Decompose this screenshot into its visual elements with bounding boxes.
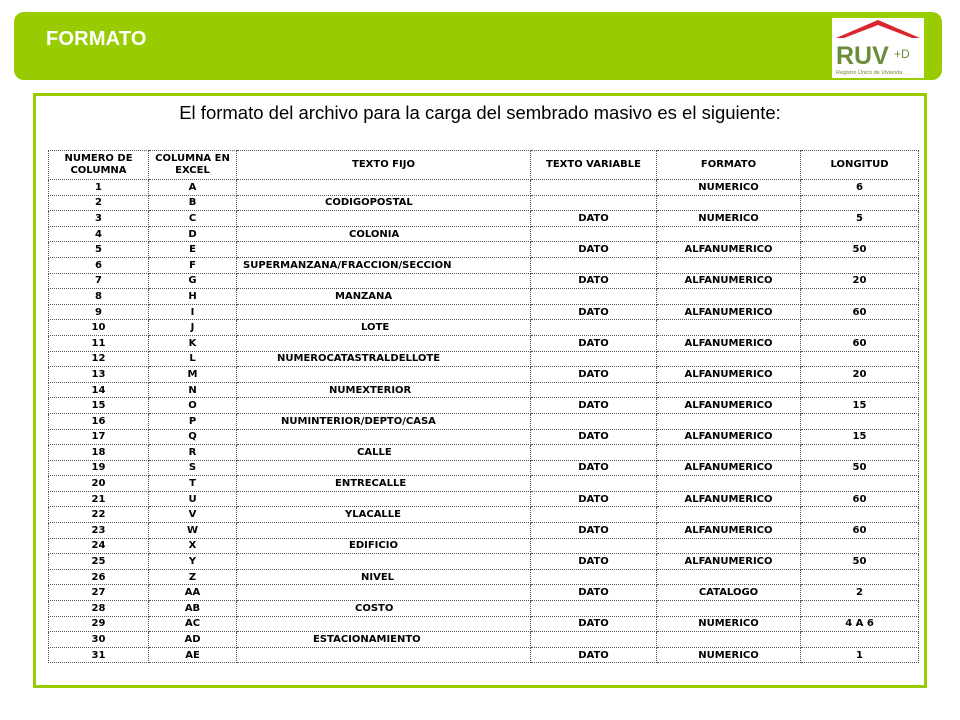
table-row [49, 647, 919, 663]
table-row [49, 226, 919, 242]
table-cell: 15 [49, 398, 149, 414]
table-cell: 25 [49, 554, 149, 570]
table-cell: 16 [49, 413, 149, 429]
table-cell: M [149, 367, 237, 383]
table-cell: 4 A 6 [801, 616, 919, 632]
table-row [49, 601, 919, 617]
logo-brand-text: RUV [836, 42, 889, 70]
table-cell: I [149, 304, 237, 320]
table-cell: DATO [531, 429, 657, 445]
roof-icon [836, 20, 920, 38]
table-cell: NUMERICO [657, 647, 801, 663]
table-cell: L [149, 351, 237, 367]
table-cell [237, 273, 531, 289]
table-row [49, 445, 919, 461]
table-cell [657, 257, 801, 273]
table-cell: 5 [49, 242, 149, 258]
table-cell: 60 [801, 335, 919, 351]
table-row [49, 195, 919, 211]
table-cell: ALFANUMERICO [657, 367, 801, 383]
table-row [49, 289, 919, 305]
table-cell: 12 [49, 351, 149, 367]
table-cell: 20 [49, 476, 149, 492]
table-cell [657, 632, 801, 648]
table-row [49, 257, 919, 273]
table-cell: X [149, 538, 237, 554]
table-cell [801, 226, 919, 242]
table-cell: ALFANUMERICO [657, 429, 801, 445]
table-cell: 24 [49, 538, 149, 554]
column-header: FORMATO [657, 151, 801, 180]
table-cell [657, 476, 801, 492]
table-cell: 9 [49, 304, 149, 320]
table-cell [801, 507, 919, 523]
table-row [49, 507, 919, 523]
table-cell: A [149, 180, 237, 196]
table-cell: 20 [801, 367, 919, 383]
table-cell [657, 413, 801, 429]
table-row [49, 367, 919, 383]
table-cell [801, 413, 919, 429]
table-cell [531, 507, 657, 523]
table-cell [801, 476, 919, 492]
table-row [49, 554, 919, 570]
table-cell: 13 [49, 367, 149, 383]
logo-suffix-text: +D [894, 47, 910, 61]
table-cell: DATO [531, 211, 657, 227]
table-row [49, 460, 919, 476]
table-cell: NUMEROCATASTRALDELLOTE [237, 351, 531, 367]
table-cell [801, 382, 919, 398]
column-header: NUMERO DE COLUMNA [49, 151, 149, 180]
table-cell [237, 429, 531, 445]
table-cell: 28 [49, 601, 149, 617]
table-cell [801, 632, 919, 648]
table-cell: AA [149, 585, 237, 601]
table-cell: 18 [49, 445, 149, 461]
table-cell [237, 460, 531, 476]
table-cell [237, 367, 531, 383]
table-cell: D [149, 226, 237, 242]
table-row [49, 429, 919, 445]
table-cell [237, 523, 531, 539]
table-cell: N [149, 382, 237, 398]
column-header: LONGITUD [801, 151, 919, 180]
table-cell: SUPERMANZANA/FRACCION/SECCION [237, 257, 531, 273]
table-cell: COSTO [237, 601, 531, 617]
table-cell [801, 195, 919, 211]
table-cell: R [149, 445, 237, 461]
table-cell: E [149, 242, 237, 258]
table-cell: 11 [49, 335, 149, 351]
table-cell: 27 [49, 585, 149, 601]
table-cell: 21 [49, 491, 149, 507]
table-cell: DATO [531, 335, 657, 351]
table-cell: W [149, 523, 237, 539]
table-cell: 4 [49, 226, 149, 242]
table-cell: DATO [531, 523, 657, 539]
table-cell: NUMERICO [657, 616, 801, 632]
table-cell [801, 601, 919, 617]
table-cell [531, 538, 657, 554]
table-cell [657, 351, 801, 367]
table-cell: 3 [49, 211, 149, 227]
table-cell: 15 [801, 398, 919, 414]
table-cell: MANZANA [237, 289, 531, 305]
table-cell [657, 195, 801, 211]
table-cell: ALFANUMERICO [657, 273, 801, 289]
table-cell: CALLE [237, 445, 531, 461]
table-cell [801, 351, 919, 367]
table-cell: ALFANUMERICO [657, 242, 801, 258]
table-row [49, 632, 919, 648]
table-cell: 14 [49, 382, 149, 398]
table-row [49, 320, 919, 336]
table-cell: DATO [531, 367, 657, 383]
table-cell [531, 382, 657, 398]
table-cell: DATO [531, 585, 657, 601]
table-cell [657, 507, 801, 523]
table-cell: 29 [49, 616, 149, 632]
table-cell: 2 [49, 195, 149, 211]
table-cell: NUMERICO [657, 180, 801, 196]
table-cell [531, 180, 657, 196]
table-row [49, 413, 919, 429]
table-cell: EDIFICIO [237, 538, 531, 554]
table-cell: 2 [801, 585, 919, 601]
table-cell: H [149, 289, 237, 305]
table-cell: NIVEL [237, 569, 531, 585]
format-table [48, 150, 919, 663]
table-row [49, 335, 919, 351]
table-cell: 17 [49, 429, 149, 445]
table-cell: 31 [49, 647, 149, 663]
table-cell: C [149, 211, 237, 227]
table-cell: 26 [49, 569, 149, 585]
table-cell: 6 [801, 180, 919, 196]
table-cell: DATO [531, 616, 657, 632]
table-cell: ESTACIONAMIENTO [237, 632, 531, 648]
table-cell [531, 289, 657, 305]
table-cell: G [149, 273, 237, 289]
table-cell: DATO [531, 460, 657, 476]
table-body [49, 180, 919, 663]
table-row [49, 616, 919, 632]
column-header: TEXTO VARIABLE [531, 151, 657, 180]
table-cell: 22 [49, 507, 149, 523]
table-cell [237, 242, 531, 258]
table-cell: Z [149, 569, 237, 585]
table-row [49, 304, 919, 320]
table-cell: 1 [49, 180, 149, 196]
table-cell: ALFANUMERICO [657, 554, 801, 570]
table-cell: ALFANUMERICO [657, 335, 801, 351]
table-cell: ALFANUMERICO [657, 304, 801, 320]
table-row [49, 569, 919, 585]
table-cell: J [149, 320, 237, 336]
table-cell: 20 [801, 273, 919, 289]
table-cell [657, 538, 801, 554]
table-cell: 5 [801, 211, 919, 227]
table-row [49, 476, 919, 492]
table-cell: U [149, 491, 237, 507]
table-cell [237, 180, 531, 196]
table-cell [237, 554, 531, 570]
table-cell: 50 [801, 554, 919, 570]
table-cell: DATO [531, 273, 657, 289]
page-title: FORMATO [46, 28, 147, 50]
table-cell [801, 569, 919, 585]
table-cell: ALFANUMERICO [657, 523, 801, 539]
table-cell: 10 [49, 320, 149, 336]
table-cell: 60 [801, 523, 919, 539]
table-cell [237, 616, 531, 632]
table-cell [237, 211, 531, 227]
table-cell: 50 [801, 242, 919, 258]
table-cell: ENTRECALLE [237, 476, 531, 492]
table-cell: AB [149, 601, 237, 617]
table-cell: 50 [801, 460, 919, 476]
table-cell: T [149, 476, 237, 492]
table-cell: DATO [531, 304, 657, 320]
table-cell: NUMEXTERIOR [237, 382, 531, 398]
table-cell [657, 382, 801, 398]
table-row [49, 523, 919, 539]
table-cell: DATO [531, 398, 657, 414]
table-cell [237, 304, 531, 320]
table-cell: YLACALLE [237, 507, 531, 523]
ruv-logo-graphic [832, 18, 924, 78]
table-cell [531, 257, 657, 273]
table-cell: Y [149, 554, 237, 570]
table-cell: 15 [801, 429, 919, 445]
table-row [49, 491, 919, 507]
table-cell: DATO [531, 554, 657, 570]
table-row [49, 351, 919, 367]
table-cell: 1 [801, 647, 919, 663]
table-cell [531, 351, 657, 367]
table-cell: LOTE [237, 320, 531, 336]
table-cell [657, 289, 801, 305]
table-cell [657, 445, 801, 461]
ruv-logo [832, 18, 924, 78]
table-row [49, 211, 919, 227]
table-cell: K [149, 335, 237, 351]
column-header: COLUMNA EN EXCEL [149, 151, 237, 180]
table-cell: CATALOGO [657, 585, 801, 601]
table-row [49, 273, 919, 289]
intro-text: El formato del archivo para la carga del sembrado masivo es el siguiente: [179, 102, 781, 123]
table-row [49, 398, 919, 414]
table-cell: F [149, 257, 237, 273]
table-cell [237, 335, 531, 351]
logo-tagline-text: Registro Único de Vivienda [836, 70, 903, 76]
table-cell: AE [149, 647, 237, 663]
table-cell [657, 226, 801, 242]
table-cell [237, 585, 531, 601]
table-cell [531, 195, 657, 211]
table-cell: ALFANUMERICO [657, 460, 801, 476]
table-cell [801, 289, 919, 305]
table-cell: DATO [531, 647, 657, 663]
table-cell: COLONIA [237, 226, 531, 242]
table-cell: NUMERICO [657, 211, 801, 227]
table-cell: DATO [531, 491, 657, 507]
table-cell: O [149, 398, 237, 414]
table-row [49, 585, 919, 601]
table-cell: B [149, 195, 237, 211]
table-cell: P [149, 413, 237, 429]
content-frame [33, 93, 927, 688]
table-cell [657, 320, 801, 336]
table-cell: 60 [801, 304, 919, 320]
table-cell: Q [149, 429, 237, 445]
table-cell [531, 413, 657, 429]
table-cell: 8 [49, 289, 149, 305]
table-cell [801, 538, 919, 554]
table-cell: DATO [531, 242, 657, 258]
table-cell [801, 445, 919, 461]
table-cell [657, 601, 801, 617]
table-row [49, 242, 919, 258]
table-cell: ALFANUMERICO [657, 398, 801, 414]
table-row [49, 538, 919, 554]
table-cell: 6 [49, 257, 149, 273]
table-cell [657, 569, 801, 585]
table-cell [531, 320, 657, 336]
table-cell: V [149, 507, 237, 523]
table-cell: 30 [49, 632, 149, 648]
table-header-row [49, 151, 919, 180]
table-cell [531, 569, 657, 585]
table-cell: 19 [49, 460, 149, 476]
table-cell: 7 [49, 273, 149, 289]
table-row [49, 180, 919, 196]
table-cell: 60 [801, 491, 919, 507]
table-cell: 23 [49, 523, 149, 539]
table-cell: ALFANUMERICO [657, 491, 801, 507]
table-cell [801, 320, 919, 336]
table-cell [531, 632, 657, 648]
table-cell [237, 647, 531, 663]
table-cell [237, 398, 531, 414]
table-cell: CODIGOPOSTAL [237, 195, 531, 211]
table-cell [531, 445, 657, 461]
table-cell [237, 491, 531, 507]
table-cell: AC [149, 616, 237, 632]
table-cell [531, 226, 657, 242]
table-cell [801, 257, 919, 273]
table-cell [531, 601, 657, 617]
column-header: TEXTO FIJO [237, 151, 531, 180]
table-cell: AD [149, 632, 237, 648]
table-cell: S [149, 460, 237, 476]
table-cell: NUMINTERIOR/DEPTO/CASA [237, 413, 531, 429]
table-cell [531, 476, 657, 492]
table-row [49, 382, 919, 398]
